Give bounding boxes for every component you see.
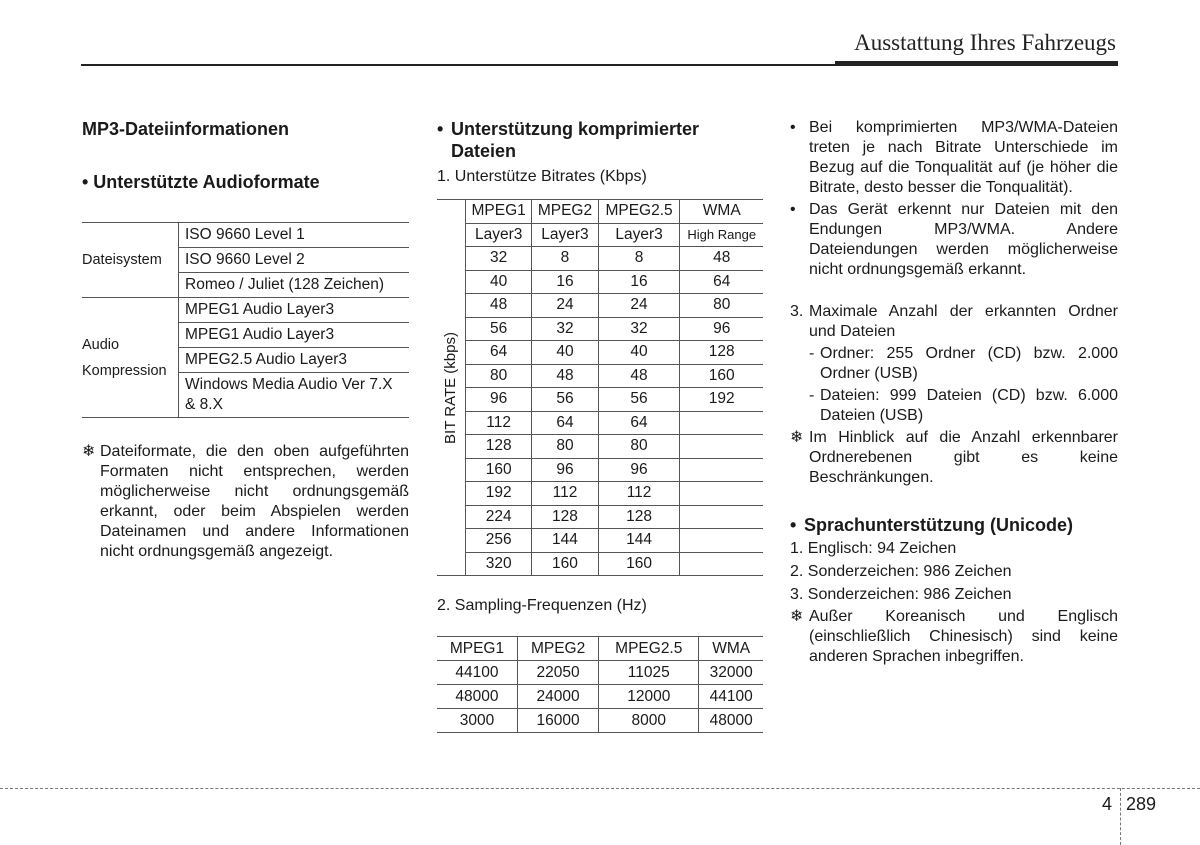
bitrate-table (437, 199, 763, 576)
table-row (437, 411, 763, 435)
table-cell: 64 (466, 341, 532, 365)
table-cell: 112 (466, 411, 532, 435)
table-row (82, 298, 409, 323)
table-cell: High Range (680, 223, 763, 247)
header-rule-thick (835, 61, 1118, 66)
subheading-audio-formats: • Unterstützte Audioformate (82, 172, 320, 192)
table-cell: 256 (466, 529, 532, 553)
list-item: 3. Sonderzeichen: 986 Zeichen (790, 586, 1012, 603)
table-cell: Layer3 (532, 223, 598, 247)
format-cell: MPEG2.5 Audio Layer3 (179, 348, 410, 373)
table-row (437, 270, 763, 294)
table-row (437, 552, 763, 576)
table-cell: 160 (466, 458, 532, 482)
table-cell: 12000 (599, 685, 699, 709)
footer-divider (1120, 788, 1121, 845)
bitrate-caption: 1. Unterstütze Bitrates (Kbps) (437, 168, 647, 185)
table-cell (680, 411, 763, 435)
table-row (437, 294, 763, 318)
table-cell: 48 (532, 364, 598, 388)
format-cell: ISO 9660 Level 1 (179, 223, 410, 248)
table-row (437, 637, 763, 661)
bullet-icon: • (790, 201, 796, 218)
format-cell: MPEG1 Audio Layer3 (179, 298, 410, 323)
dash-icon: - (809, 387, 815, 404)
table-cell: 16 (532, 270, 598, 294)
note-text: Im Hinblick auf die Anzahl erkennbarer Ordnerebenen gibt es keine Beschränkungen. (809, 429, 1118, 486)
table-cell: 64 (598, 411, 680, 435)
table-row (437, 505, 763, 529)
table-row (437, 247, 763, 271)
table-cell: 96 (466, 388, 532, 412)
list-item (790, 200, 1118, 280)
table-cell: 44100 (437, 661, 517, 685)
table-cell: MPEG1 (437, 637, 517, 661)
table-row (437, 685, 763, 709)
format-cell: MPEG1 Audio Layer3 (179, 323, 410, 348)
table-cell: 56 (466, 317, 532, 341)
table-cell: 80 (680, 294, 763, 318)
heading-text: Unterstützung komprimierter Dateien (451, 119, 700, 161)
bullet-icon: • (790, 119, 796, 136)
table-cell: 320 (466, 552, 532, 576)
table-cell: 24 (532, 294, 598, 318)
table-cell: MPEG1 (466, 200, 532, 224)
table-cell: 48 (466, 294, 532, 318)
table-cell: 44100 (699, 685, 763, 709)
list-item (809, 386, 1118, 426)
table-cell: 112 (532, 482, 598, 506)
table-cell: 8 (598, 247, 680, 271)
table-cell: 160 (680, 364, 763, 388)
note-icon: ❄ (790, 429, 804, 446)
table-cell (680, 482, 763, 506)
table-cell: 64 (532, 411, 598, 435)
table-cell (680, 552, 763, 576)
column-right (790, 118, 1118, 667)
format-cell: ISO 9660 Level 2 (179, 248, 410, 273)
table-cell (680, 458, 763, 482)
bullet-icon: • (437, 119, 444, 139)
running-header-title: Ausstattung Ihres Fahrzeugs (854, 30, 1116, 55)
table-cell: 24 (598, 294, 680, 318)
table-cell: 80 (598, 435, 680, 459)
table-cell: 128 (680, 341, 763, 365)
table-cell: 224 (466, 505, 532, 529)
table-cell: 96 (680, 317, 763, 341)
table-cell: 128 (598, 505, 680, 529)
section-heading-compressed-files (437, 118, 763, 162)
format-cell: Windows Media Audio Ver 7.X & 8.X (179, 373, 410, 418)
table-cell: 144 (598, 529, 680, 553)
table-cell: WMA (680, 200, 763, 224)
freq-caption: 2. Sampling-Frequenzen (Hz) (437, 597, 647, 614)
column-left (82, 118, 409, 562)
dash-text: Dateien: 999 Dateien (CD) bzw. 6.000 Dateien (USB) (820, 387, 1118, 424)
section-heading-language (790, 514, 1118, 536)
table-cell: 32 (532, 317, 598, 341)
format-cell: Romeo / Juliet (128 Zeichen) (179, 273, 410, 298)
item-text: Maximale Anzahl der erkannten Ordner und Dateien (809, 303, 1118, 340)
table-row (437, 317, 763, 341)
table-cell: 192 (466, 482, 532, 506)
category-label: Audio (82, 336, 120, 353)
folder-level-note (790, 428, 1118, 488)
table-cell: 40 (532, 341, 598, 365)
table-cell: 11025 (599, 661, 699, 685)
list-item (790, 118, 1118, 198)
chapter-number: 4 (1102, 794, 1113, 814)
footer-rule (0, 788, 1200, 789)
table-cell: 24000 (517, 685, 598, 709)
table-cell: 64 (680, 270, 763, 294)
table-cell: 80 (466, 364, 532, 388)
heading-text: Sprachunterstützung (Unicode) (804, 515, 1073, 535)
audio-format-table (82, 222, 409, 418)
table-cell: Layer3 (466, 223, 532, 247)
table-row (437, 223, 763, 247)
axis-label-cell (437, 200, 466, 576)
table-cell: 48 (680, 247, 763, 271)
file-format-note (82, 442, 409, 562)
table-cell: 40 (598, 341, 680, 365)
sampling-frequency-table (437, 636, 763, 733)
table-cell: 48000 (437, 685, 517, 709)
table-cell: 22050 (517, 661, 598, 685)
item-number: 3. (790, 303, 804, 320)
table-row (437, 200, 763, 224)
table-row (437, 482, 763, 506)
dash-icon: - (809, 345, 815, 362)
page-number: 289 (1126, 794, 1157, 814)
list-item (809, 344, 1118, 384)
table-cell: 56 (532, 388, 598, 412)
table-cell: MPEG2.5 (599, 637, 699, 661)
dash-text: Ordner: 255 Ordner (CD) bzw. 2.000 Ordner (USB) (820, 345, 1118, 382)
table-row (437, 529, 763, 553)
table-row (437, 709, 763, 733)
table-row (437, 458, 763, 482)
table-cell: 96 (532, 458, 598, 482)
note-icon: ❄ (82, 443, 96, 460)
numbered-item-max-folders (790, 302, 1118, 342)
category-label: Kompression (82, 362, 167, 379)
table-cell: 192 (680, 388, 763, 412)
note-text: Außer Koreanisch und Englisch (einschließlich Chinesisch) sind keine anderen Sprachen inbegriffen. (809, 608, 1118, 665)
category-label: Dateisystem (82, 252, 162, 268)
table-row (437, 341, 763, 365)
table-cell: 16 (598, 270, 680, 294)
table-cell: 160 (532, 552, 598, 576)
table-row (437, 364, 763, 388)
table-cell: 8000 (599, 709, 699, 733)
table-cell: 32 (466, 247, 532, 271)
table-cell: 48 (598, 364, 680, 388)
table-cell: MPEG2 (532, 200, 598, 224)
table-cell: 48000 (699, 709, 763, 733)
table-cell: 160 (598, 552, 680, 576)
category-cell (82, 223, 179, 298)
bullet-text: Das Gerät erkennt nur Dateien mit den Endungen MP3/WMA. Andere Dateiendungen werden möglicherweise nicht ordnungsgemäß erkannt. (809, 201, 1118, 278)
table-cell: 32 (598, 317, 680, 341)
table-cell: 32000 (699, 661, 763, 685)
section-heading-mp3-info: MP3-Dateiinformationen (82, 119, 290, 139)
language-note (790, 607, 1118, 667)
table-cell: 112 (598, 482, 680, 506)
note-text: Dateiformate, die den oben aufgeführten Formaten nicht entsprechen, werden möglicherweise nicht ordnungsgemäß erkannt, oder beim Abspielen werden Dateinamen und andere Informationen nicht ordnungsgemäß angezeigt. (100, 443, 409, 560)
table-cell: Layer3 (598, 223, 680, 247)
category-cell (82, 298, 179, 418)
table-cell: 40 (466, 270, 532, 294)
table-cell: 3000 (437, 709, 517, 733)
table-cell: 56 (598, 388, 680, 412)
column-middle (437, 118, 763, 733)
table-cell: WMA (699, 637, 763, 661)
table-cell: 128 (466, 435, 532, 459)
table-cell: 80 (532, 435, 598, 459)
table-cell: 128 (532, 505, 598, 529)
table-cell: 8 (532, 247, 598, 271)
table-cell: 16000 (517, 709, 598, 733)
bullet-text: Bei komprimierten MP3/WMA-Dateien treten je nach Bitrate Unterschiede im Bezug auf die Tonqualität auf (je höher die Bitrate, desto besser die Tonqualität). (809, 119, 1118, 196)
note-icon: ❄ (790, 608, 804, 625)
list-item: 2. Sonderzeichen: 986 Zeichen (790, 563, 1012, 580)
table-row (82, 223, 409, 248)
table-row (437, 661, 763, 685)
table-cell: 144 (532, 529, 598, 553)
table-cell (680, 529, 763, 553)
table-cell (680, 435, 763, 459)
bullet-icon: • (790, 515, 797, 535)
list-item: 1. Englisch: 94 Zeichen (790, 540, 957, 557)
bitrate-axis-label: BIT RATE (kbps) (442, 331, 459, 444)
table-cell: MPEG2 (517, 637, 598, 661)
table-cell (680, 505, 763, 529)
table-cell: 96 (598, 458, 680, 482)
table-cell: MPEG2.5 (598, 200, 680, 224)
table-row (437, 435, 763, 459)
table-row (437, 388, 763, 412)
